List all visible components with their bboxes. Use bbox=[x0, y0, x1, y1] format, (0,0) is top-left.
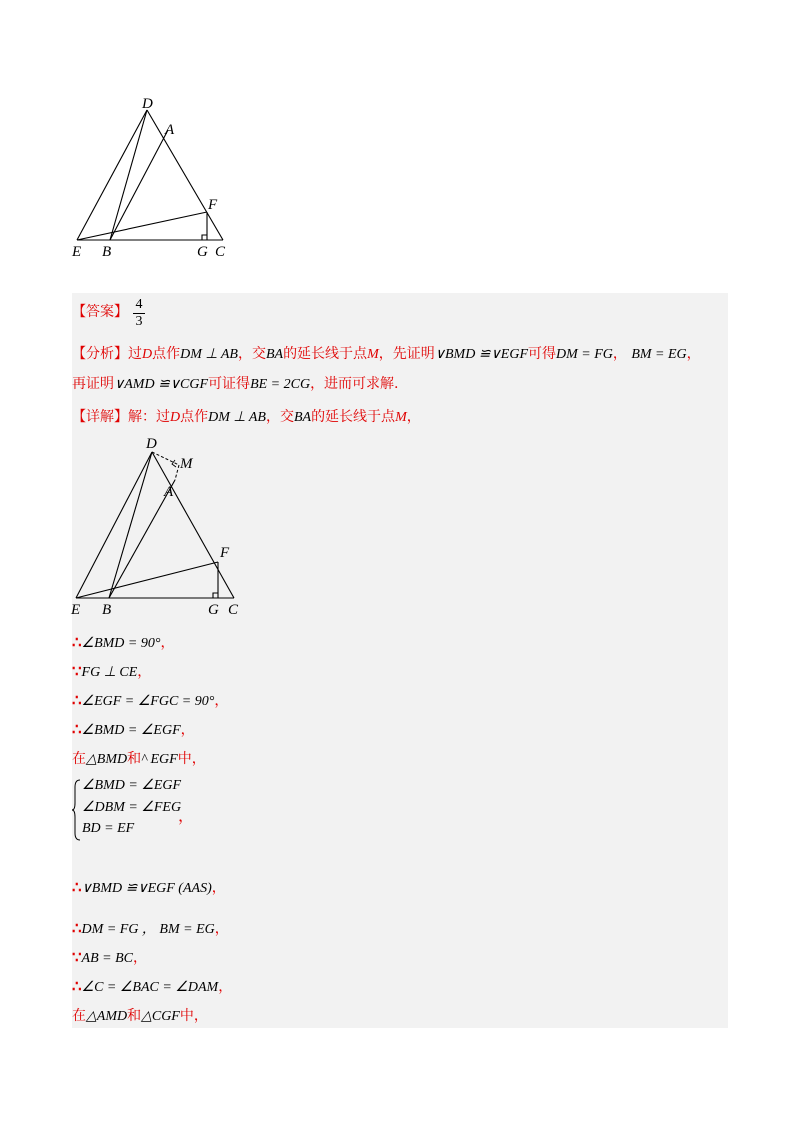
in-text: 在 bbox=[72, 751, 86, 767]
in-text: 在 bbox=[72, 1008, 86, 1024]
analysis-text: 的延长线于点 bbox=[283, 346, 368, 362]
analysis-tag: 【分析】 bbox=[72, 346, 128, 362]
in-suffix: 中， bbox=[177, 751, 206, 767]
step-math: DM = FG ， BM = EG bbox=[81, 922, 215, 937]
step-math: AB = BC bbox=[81, 951, 133, 966]
analysis-text: ， bbox=[686, 346, 701, 362]
because-symbol: ∵ bbox=[72, 662, 82, 680]
step-math: ∠C = ∠BAC = ∠DAM bbox=[81, 980, 219, 995]
step-math: ∨BMD ≌∨EGF (AAS) bbox=[81, 881, 212, 896]
label-C: C bbox=[228, 602, 239, 615]
label-C: C bbox=[215, 244, 226, 260]
answer-numerator: 4 bbox=[135, 297, 143, 312]
detail-point-D: D bbox=[170, 410, 181, 425]
label-M: M bbox=[180, 456, 193, 472]
step-suffix: ， bbox=[180, 722, 195, 738]
system-suffix: ， bbox=[178, 806, 195, 825]
detail-line-1 bbox=[72, 408, 421, 427]
detail-point-M: M bbox=[395, 410, 407, 425]
geometry-figure-top bbox=[66, 90, 246, 265]
analysis-point-M: M bbox=[367, 347, 379, 362]
answer-line bbox=[72, 303, 128, 321]
system-line-3: BD = EF bbox=[82, 821, 135, 836]
analysis-math: ∨BMD ≌∨EGF bbox=[434, 347, 528, 362]
system-line-1: ∠BMD = ∠EGF bbox=[82, 778, 182, 793]
label-B: B bbox=[102, 244, 112, 260]
therefore-symbol: ∴ bbox=[72, 720, 82, 738]
analysis-text: 过 bbox=[128, 346, 142, 362]
analysis-math: BA bbox=[265, 347, 284, 362]
therefore-symbol: ∴ bbox=[72, 691, 82, 709]
label-F: F bbox=[208, 197, 218, 213]
step-suffix: ， bbox=[160, 635, 175, 651]
step-line bbox=[72, 633, 174, 653]
answer-denominator: 3 bbox=[135, 314, 143, 329]
analysis-text: 点作 bbox=[152, 346, 181, 362]
label-D: D bbox=[146, 436, 157, 452]
in-triangles-line-2 bbox=[72, 1007, 208, 1026]
label-G: G bbox=[197, 244, 208, 260]
step-math: FG ⊥ CE bbox=[81, 665, 138, 680]
step-line bbox=[72, 662, 151, 682]
detail-text: 的延长线于点 bbox=[311, 409, 396, 425]
label-B: B bbox=[102, 602, 112, 615]
detail-text: 点作 bbox=[180, 409, 209, 425]
step-line bbox=[72, 691, 228, 711]
analysis-text: 可证得 bbox=[208, 376, 251, 392]
analysis-text: ，先证明 bbox=[378, 346, 435, 362]
analysis-text: ，进而可求解. bbox=[310, 376, 399, 392]
label-A: A bbox=[164, 484, 174, 500]
step-math: ∠BMD = ∠EGF bbox=[81, 723, 181, 738]
step-line bbox=[72, 878, 226, 898]
triangle-math: △CGF bbox=[141, 1009, 180, 1024]
triangle-math: ^ EGF bbox=[141, 752, 178, 767]
analysis-point-D: D bbox=[142, 347, 153, 362]
therefore-symbol: ∴ bbox=[72, 977, 82, 995]
therefore-symbol: ∴ bbox=[72, 878, 82, 896]
step-suffix: ， bbox=[214, 693, 229, 709]
detail-math: DM ⊥ AB bbox=[208, 410, 266, 425]
step-math: ∠BMD = 90° bbox=[81, 636, 161, 651]
analysis-text: 可得 bbox=[528, 346, 556, 362]
label-A: A bbox=[165, 122, 175, 138]
analysis-text: ， bbox=[612, 346, 627, 362]
step-line bbox=[72, 948, 147, 968]
triangle-math: △BMD bbox=[86, 752, 128, 767]
step-suffix: ， bbox=[218, 979, 233, 995]
step-suffix: ， bbox=[137, 664, 152, 680]
label-D: D bbox=[142, 96, 153, 112]
and-text: 和 bbox=[127, 751, 142, 767]
analysis-line-1 bbox=[72, 345, 701, 364]
label-G: G bbox=[208, 602, 219, 615]
analysis-math: DM ⊥ AB bbox=[180, 347, 238, 362]
step-line bbox=[72, 977, 232, 997]
analysis-math: BE = 2CG bbox=[250, 377, 311, 392]
therefore-symbol: ∴ bbox=[72, 633, 82, 651]
analysis-math: DM = FG bbox=[556, 347, 613, 362]
system-line-2: ∠DBM = ∠FEG bbox=[82, 800, 182, 815]
step-math: ∠EGF = ∠FGC = 90° bbox=[81, 694, 215, 709]
therefore-symbol: ∴ bbox=[72, 919, 82, 937]
because-symbol: ∵ bbox=[72, 948, 82, 966]
answer-fraction bbox=[132, 297, 146, 330]
label-F: F bbox=[220, 545, 230, 561]
geometry-figure-with-M bbox=[66, 430, 256, 615]
in-triangles-line-1 bbox=[72, 750, 206, 769]
analysis-line-2 bbox=[72, 375, 399, 394]
analysis-math: BM = EG bbox=[631, 347, 687, 362]
left-brace bbox=[72, 779, 82, 841]
detail-tag: 【详解】 bbox=[72, 409, 128, 425]
and-text: 和 bbox=[127, 1008, 142, 1024]
analysis-text: ，交 bbox=[237, 346, 266, 362]
detail-text: 解：过 bbox=[128, 409, 170, 425]
analysis-math: ∨AMD ≌∨CGF bbox=[114, 377, 209, 392]
answer-tag: 【答案】 bbox=[72, 304, 128, 320]
step-suffix: ， bbox=[211, 880, 226, 896]
detail-text: ， bbox=[406, 409, 421, 425]
triangle-math: △AMD bbox=[86, 1009, 128, 1024]
step-line bbox=[72, 919, 229, 939]
label-E: E bbox=[71, 602, 81, 615]
label-E: E bbox=[72, 244, 82, 260]
in-suffix: 中， bbox=[179, 1008, 208, 1024]
detail-text: ，交 bbox=[265, 409, 294, 425]
step-suffix: ， bbox=[133, 950, 147, 966]
analysis-text: 再证明 bbox=[72, 376, 114, 392]
detail-math: BA bbox=[293, 410, 312, 425]
solution-panel bbox=[72, 293, 728, 1028]
step-suffix: ， bbox=[214, 921, 229, 937]
step-line bbox=[72, 720, 195, 740]
